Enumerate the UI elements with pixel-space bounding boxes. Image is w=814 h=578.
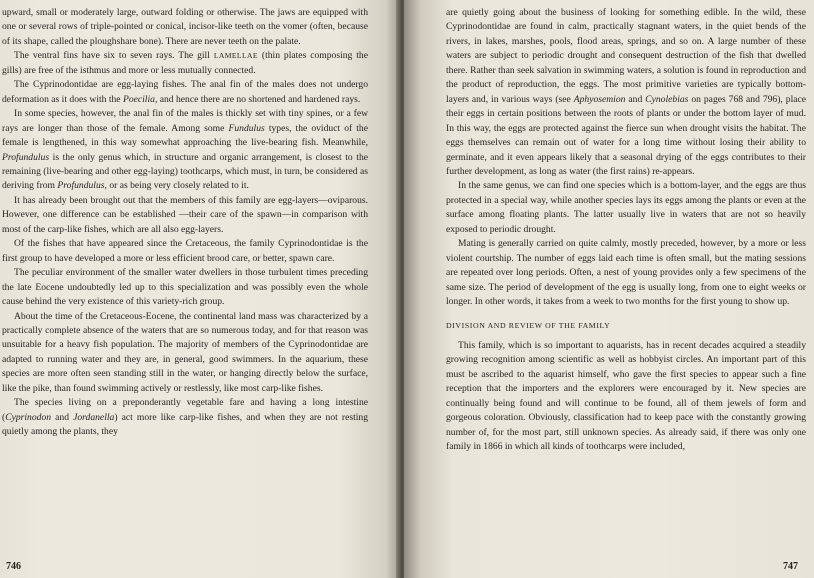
right-page <box>404 0 814 578</box>
paragraph: The peculiar environment of the smaller water dwellers in those turbulent times preceding the late Eocene undoubtedly led up to this specialization and was possibly even the whole cause behind the very existence of this variety-rich group. <box>2 267 368 308</box>
paragraph: This family, which is so important to aquarists, has in recent decades acquired a steadily growing recognition among scientific as well as hobbyist circles. An important part of this must be ascribed to the aquarist himself, who gave the first species to appear such a fine reception that the importers and the explorers were encouraged by it. New species are continually being found and will continue to be found, all of them jewels of form and gorgeous coloration. Obviously, classification had to keep pace with the constantly growing number of, for the most part, still unknown species. As already said, if there was only one family in 1866 in which all kinds of toothcarps were included, <box>446 339 806 453</box>
paragraph: It has already been brought out that the members of this family are egg-layers—oviparous. However, one difference can be established —their care of the spawn—in comparison with most of the carp-like fishes, which are all also egg-layers. <box>2 194 368 235</box>
paragraph: The ventral fins have six to seven rays. The gill LAMELLAE (thin plates composing the gills) are free of the isthmus and more or less mutually connected. <box>2 50 368 76</box>
paragraph: The Cyprinodontidae are egg-laying fishes. The anal fin of the males does not undergo deformation as it does with the Poecilia, and hence there are no shortened and hardened rays. <box>2 79 368 105</box>
paragraph: Of the fishes that have appeared since the Cretaceous, the family Cyprinodontidae is the first group to have developed a more or less efficient brood care, or better, spawn care. <box>2 238 368 264</box>
paragraph: are quietly going about the business of looking for something edible. In the wild, these Cyprinodontidae are found in calm, practically stagnant waters, in the quiet bends of the rivers, in lakes, marshes, pools, flood areas, springs, and so on. A large number of these waters are subject to periodic drought and consequent destruction of the fish that dwelled there. Rather than seek salvation in swimming waters, a solution is found in reproduction and the product of reproduction, the eggs. The most primitive varieties are typically bottom-layers and, in various ways (see Aphyosemion and Cynolebias on pages 768 and 796), place their eggs in certain positions between the roots of plants or under the bottom layer of mud. In this way, the eggs are protected against the fierce sun when drought visits the habitat. The eggs themselves can remain out of water for a long time without losing their ability to germinate, and it even appears likely that a seasonal drying of the eggs contributes to their further development, as long as water (the first rains) re-appears. <box>446 7 807 177</box>
paragraph: In the same genus, we can find one species which is a bottom-layer, and the eggs are thus protected in a special way, while another species lays its eggs among the plants or even at the surface among floating plants. The latter usually live in waters that are not so heavily exposed to periodic drought. <box>446 180 806 235</box>
section-heading: DIVISION AND REVIEW OF THE FAMILY <box>446 320 611 330</box>
page-number: 747 <box>783 560 798 572</box>
paragraph: About the time of the Cretaceous-Eocene, the continental land mass was characterized by a practically complete absence of the waters that are so numerous today, and for that reason was unsuitable for a heavy fish population. The majority of members of the Cyprinodontidae are adapted to running water and they are, in general, good swimmers. In the aquarium, these species are more often seen standing still in the water, or hanging directly below the surface, like the pike, than found swimming actively or restlessly, like most carp-like fishes. <box>2 310 368 394</box>
page-number: 746 <box>6 560 21 572</box>
left-page <box>0 0 398 578</box>
paragraph: Mating is generally carried on quite calmly, mostly preceded, however, by a more or less violent courtship. The number of eggs laid each time is often small, but the mating sessions are repeated over long periods. Often, a nest of young provides only a few specimens of the same size. The period of development of the egg is usually long, from one to eight weeks or longer. In other words, it takes from a week to two months for the first young to show up. <box>446 238 806 308</box>
paragraph: In some species, however, the anal fin of the males is thickly set with tiny spines, or a few rays are longer than those of the female. Among some Fundulus types, the oviduct of the female is lengthened, in this way somewhat approaching the live-bearing fish. Meanwhile, Profundulus is the only genus which, in structure and organic arrangement, is closest to the remaining (live-bearing and other egg-laying) toothcarps, which must, in turn, be considered as deriving from Profundulus, or as being very closely related to it. <box>2 108 368 192</box>
paragraph: upward, small or moderately large, outward folding or otherwise. The jaws are equipped with one or several rows of triple-pointed or conical, incisor-like teeth on the vomer (often, because of its shape, called the ploughshare bone). There are never teeth on the palate. <box>2 7 368 47</box>
paragraph: The species living on a preponderantly vegetable fare and having a long intestine (Cyprinodon and Jordanella) act more like carp-like fishes, and when they are not resting quietly among the plants, they <box>2 397 368 438</box>
